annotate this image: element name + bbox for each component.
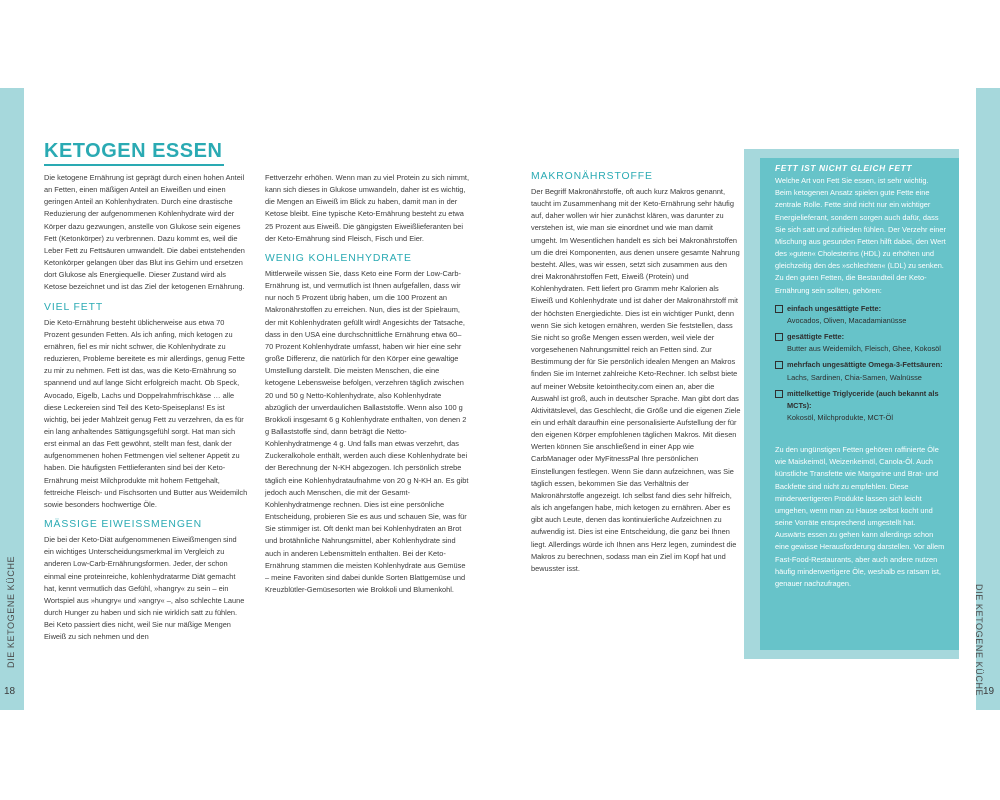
sidebar-heading: FETT IST NICHT GLEICH FETT: [775, 163, 913, 173]
page-number-right: 19: [983, 686, 995, 697]
sidebar-outro: Zu den ungünstigen Fetten gehören raffinierte Öle wie Maiskeimöl, Weizenkeimöl, Canola-Öl. Auch künstliche Transfette wie Margarine und Brat- und Backfette sind nicht zu empfehlen. Diese minderwertigeren Produkte lassen sich leicht umgehen, wenn man zu Hause selbst kocht und seine Vorräte entsprechend umgestellt hat. Auswärts essen zu gehen kann allerdings schon eine gewisse Herausforderung darstellen. Vor allem Fast-Food-Restaurants, aber auch andere nutzen häufig minderwertigere Öle, weshalb es ratsam ist, genauer nachzufragen.: [775, 445, 945, 588]
checkbox-icon: [775, 305, 783, 313]
column-1: [44, 172, 248, 643]
page-number-left: 18: [4, 686, 16, 697]
good-fats-list: [775, 303, 947, 424]
list-item-desc: Butter aus Weidemilch, Fleisch, Ghee, Kokosöl: [787, 344, 941, 354]
sidebar-content: [775, 162, 947, 590]
list-item: [775, 303, 947, 327]
paragraph-eiweiss: Die bei der Keto-Diät aufgenommenen Eiweißmengen sind ein wichtiges Unterscheidungsmerkmal im Vergleich zu anderen Low-Carb-Ernährungsformen. Jeder, der schon einmal eine proteinreiche, kohlenhydratarme Diät gemacht hat, kennt vermutlich das Gefühl, »hangry« zu sein – ein Wortspiel aus »hungry« und »angry« –, also schlechte Laune durch Hunger zu haben und sich nie wirklich satt zu fühlen. Bei Keto passiert dies nicht, weil Sie nur mäßige Mengen Eiweiß zu sich nehmen und den: [44, 535, 245, 642]
checkbox-icon: [775, 333, 783, 341]
intro-paragraph: Die ketogene Ernährung ist geprägt durch einen hohen Anteil an Fetten, einen mäßigen Anteil an Eiweißen und einen geringen Anteil an Kohlenhydraten. Durch eine drastische Reduzierung der aufgenommenen Kohlenhydrate wird der Körper dazu gezwungen, anstelle von Glukose sein eigenes Fett (Ketonkörper) zu verbrennen. Dazu kommt es, weil die Leber Fett zu Fettsäuren umwandelt. Die dabei entstehenden Ketonkörper gelangen über das Blut ins Gehirn und ersetzen dort Glukose als Energiequelle. Dieser Zustand wird als Ketose bezeichnet und ist das Ziel der ketogenen Ernährung.: [44, 173, 245, 292]
list-item-title: einfach ungesättigte Fette:: [787, 303, 882, 313]
heading-makro: MAKRONÄHRSTOFFE: [531, 171, 653, 182]
paragraph-eiweiss-cont: Fettverzehr erhöhen. Wenn man zu viel Protein zu sich nimmt, kann sich dieses in Glukose umwandeln, daher ist es wichtig, die Mengen an Eiweiß im Blick zu haben, damit man in der Ketose bleibt. Eine typische Keto-Ernährung besteht zu etwa 25 Prozent aus Eiweiß. Die gängigsten Eiweißlieferanten bei der Keto-Ernährung sind Fleisch, Fisch und Eier.: [265, 173, 470, 243]
checkbox-icon: [775, 361, 783, 369]
list-item: [775, 359, 947, 383]
list-item-title: mittelkettige Triglyceride (auch bekannt als MCTs):: [787, 388, 939, 410]
heading-eiweiss: MÄSSIGE EIWEISSMENGEN: [44, 519, 203, 531]
list-item-desc: Lachs, Sardinen, Chia-Samen, Walnüsse: [787, 372, 922, 382]
list-item-desc: Kokosöl, Milchprodukte, MCT-Öl: [787, 412, 893, 422]
list-item: [775, 331, 947, 355]
column-3: [531, 170, 741, 575]
checkbox-icon: [775, 390, 783, 398]
sidebar-intro: Welche Art von Fett Sie essen, ist sehr wichtig. Beim ketogenen Ansatz spielen gute Fette eine zentrale Rolle. Fette sind nicht nur ein wichtiger Energielieferant, sondern sorgen auch dafür, dass Sie sich satt und zufrieden fühlen. Der Verzehr einer Mischung aus gesunden Fetten hilft dabei, den Wert des »guten« Cholesterins (HDL) zu erhöhen und gleichzeitig den des »schlechten« (LDL) zu senken. Zu den guten Fetten, die Bestandteil der Keto-Ernährung sein sollten, gehören:: [775, 176, 946, 295]
running-head-left: DIE KETOGENE KÜCHE: [6, 555, 16, 668]
list-item-title: gesättigte Fette:: [787, 332, 845, 342]
paragraph-viel-fett: Die Keto-Ernährung besteht üblicherweise aus etwa 70 Prozent gesunden Fetten. Als ich anfing, mich ketogen zu ernähren, fiel es mir nicht schwer, die Kohlenhydrate zu reduzieren, Probleme bereitete es mir allerdings, genug Fette zu mir zu nehmen. Fett ist das, was die Keto-Ernährung so spannend und auf lange Sicht erfolgreich macht. Ob Speck, Avocado, Eigelb, Lachs und Doppelrahmfrischkäse … alle diese Leckereien sind Teil des Keto-Speiseplans! Es ist wichtig, bei jeder Mahlzeit genug Fett zu verzehren, da es für ein lang anhaltendes Sättigungsgefühl sorgt. Hat man sich erst einmal an das Fett gewöhnt, stellt man fest, dank der aufgenommenen hohen Fettmengen viel seltener Appetit zu haben. Die häufigsten Fettlieferanten sind bei der Keto-Ernährung meist Milchprodukte mit hohem Fettgehalt, fettreiche Fleisch- und Fischsorten und Butter aus Weidemilch sowie besonders hochwertige Öle.: [44, 317, 248, 509]
list-item: [775, 388, 947, 424]
page-title: KETOGEN ESSEN: [44, 140, 223, 162]
heading-viel-fett: VIEL FETT: [44, 301, 104, 313]
paragraph-makro: Der Begriff Makronährstoffe, oft auch kurz Makros genannt, taucht im Zusammenhang mit der Keto-Ernährung sehr häufig auf, daher wollen wir hier zunächst klären, was darunter zu verstehen ist, wie man sie einordnet und wie man damit umgeht. Im Wesentlichen handelt es sich bei Makronährstoffen um die drei Komponenten, aus denen unsere gesamte Nahrung besteht. Alles, was wir essen, setzt sich zusammen aus den drei Makronährstoffen Fett, Eiweiß (Protein) und Kohlenhydraten. Fett liefert pro Gramm mehr Kalorien als Eiweiß und Kohlenhydrate und ist daher der Makronährstoff mit der höchsten Energiedichte. Dies ist ein wichtiger Punkt, denn wenn Sie sich ketogen ernähren, werden Sie feststellen, dass Sie nicht so große Mengen essen werden, weil viele der vorgesehenen Nahrungsmittel reich an Fetten sind. Zur Bestimmung der für Sie persönlich idealen Mengen an Makros finden Sie im Internet zahlreiche Keto-Rechner. Ich selbst biete auf meiner Website ketointhecity.com einen an, aber die Auswahl ist groß, auch in deutscher Sprache. Man gibt dort das Aktivitätslevel, das Geschlecht, die Größe und die eigenen Ziele ein und erhält daraufhin eine personalisierte Aufstellung der für den eigenen Körper empfohlenen täglichen Makros. Mit diesen Werten können Sie anschließend in einer App wie CarbManager oder MyFitnessPal Ihre persönlichen Einstellungen festlegen. Wenn Sie dann aufzeichnen, was Sie täglich essen, bekommen Sie das Verhältnis der Makronährstoffe angezeigt. Ich selbst fand dies sehr hilfreich, als ich angefangen habe, mich ketogen zu ernähren. Aber es gibt auch Leute, denen das kontinuierliche Aufzeichnen zu aufwendig ist. Dies ist eine Entscheidung, die ganz bei Ihnen liegt. Allerdings würde ich Ihnen ans Herz legen, zumindest die Makros zu berechnen, sodass man ein Ziel im Kopf hat und bewusster isst.: [531, 187, 741, 573]
title-underline: [44, 164, 224, 166]
list-item-desc: Avocados, Oliven, Macadamianüsse: [787, 315, 907, 325]
running-head-right: DIE KETOGENE KÜCHE: [974, 584, 984, 697]
paragraph-kohlenhydrate: Mittlerweile wissen Sie, dass Keto eine Form der Low-Carb-Ernährung ist, und vermutlich ist Ihnen aufgefallen, dass wir nur noch 5 Prozent übrig haben, um die 100 Prozent an Makronährstoffen zu erreichen. Nun, dies ist der Spielraum, der mit Kohlenhydraten gefüllt wird! Angesichts der Tatsache, dass in den USA eine durchschnittliche Ernährung etwa 60–70 Prozent Kohlenhydrate umfasst, haben wir hier eine sehr große Differenz, die natürlich für den Körper eine gewaltige Umstellung darstellt. Die meisten Menschen, die eine ketogene Lebensweise befolgen, verzehren täglich zwischen 20 und 50 g Netto-Kohlenhydrate, also Kohlenhydrate abzüglich der unverdaulichen Ballaststoffe. Wenn also 100 g Brokkoli insgesamt 6 g Kohlenhydrate enthalten, von denen 2 g Ballaststoffe sind, dann beträgt die Netto-Kohlenhydratmenge 4 g. Und falls man etwas verzehrt, das Zuckeralkohole enthält, werden auch diese Kohlenhydrate bei der Berechnung der N-KH abgezogen. Ich persönlich strebe täglich eine Kohlenhydrataufnahme von 20 g N-KH an. Es gibt jedoch auch Menschen, die mit der Gesamt-Kohlenhydratmenge rechnen. Dies ist eine persönliche Entscheidung, probieren Sie es aus und schauen Sie, was für Sie stimmiger ist. Oft denkt man bei Kohlenhydraten an Brot und brotähnliche Nahrungsmittel, aber Kohlenhydrate sind auch in anderen Lebensmitteln enthalten. Bei der Keto-Ernährung stammen die meisten Kohlenhydrate aus Gemüse – meine Favoriten sind dabei dunkle Sorten Blattgemüse und Kreuzblütler-Gemüsesorten wie Brokkoli und Blumenkohl.: [265, 268, 469, 594]
list-item-title: mehrfach ungesättigte Omega-3-Fettsäuren:: [787, 360, 943, 370]
column-2: [265, 172, 469, 596]
heading-kohlenhydrate: WENIG KOHLENHYDRATE: [265, 252, 412, 264]
